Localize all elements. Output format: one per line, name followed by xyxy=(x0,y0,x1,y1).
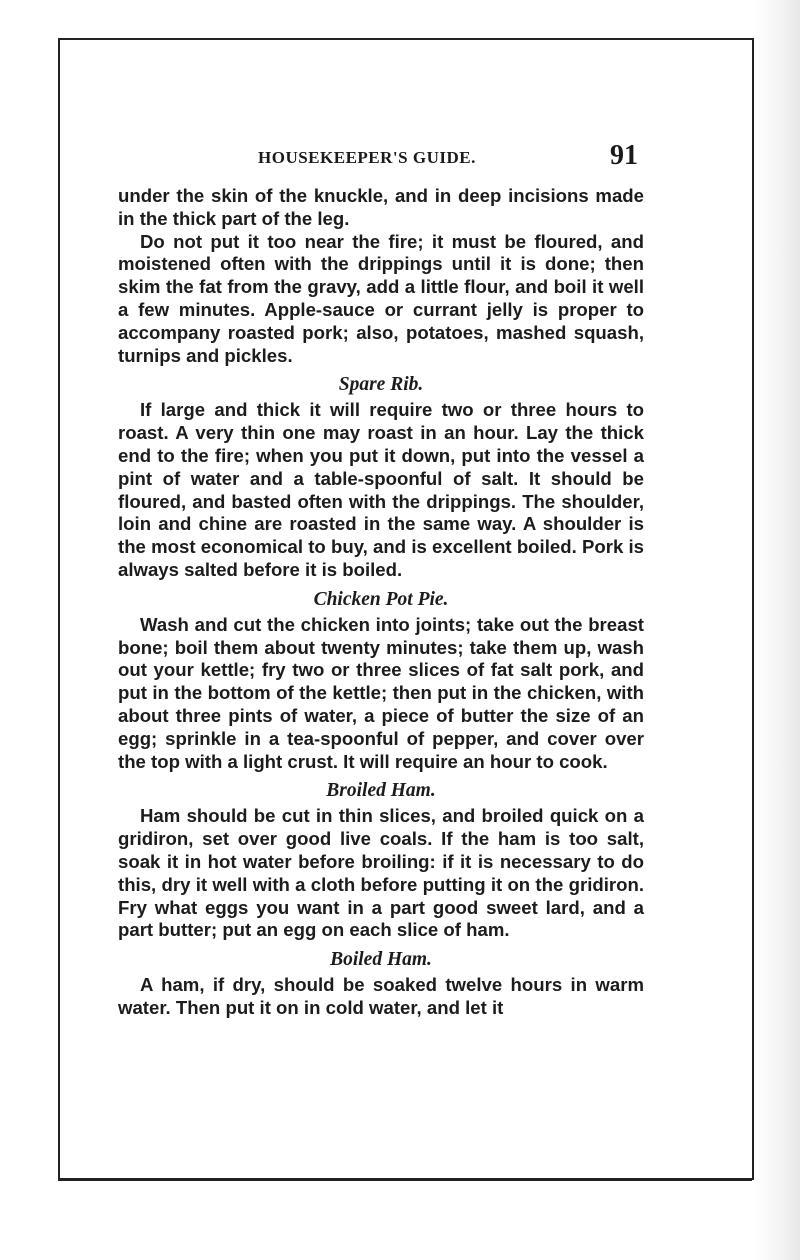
heading-chicken-pot-pie: Chicken Pot Pie. xyxy=(313,588,449,610)
heading-boiled-ham: Boiled Ham. xyxy=(330,949,432,971)
paragraph-roast-pork: Do not put it too near the fire; it must be floured, and moistened often with the drippings until it is done; then skim the fat from the gravy, add a little flour, and boil it well a few minutes. Apple-sauce or currant jelly is proper to accompany roasted pork; also, potatoes, mashed squash, turnips and pickles. xyxy=(118,230,644,366)
page-border-bottom xyxy=(58,1178,752,1181)
paragraph-spare-rib: If large and thick it will require two or three hours to roast. A very thin one may roast in an hour. Lay the thick end to the fire; when you put it down, put into the vessel a pint of water and a table-spoonful of salt. It should be floured, and basted often with the drippings. The shoulder, loin and chine are roasted in the same way. A shoulder is the most economical to buy, and is excellent boiled. Pork is always salted before it is boiled. xyxy=(118,399,644,580)
page-border-top xyxy=(58,38,752,40)
paragraph-broiled-ham: Ham should be cut in thin slices, and broiled quick on a gridiron, set over good live coals. If the ham is too salt, soak it in hot water before broiling: if it is necessary to do this, dry it well with a cloth before putting it on the gridiron. Fry what eggs you want in a part good sweet lard, and a part butter; put an egg on each slice of ham. xyxy=(118,805,644,941)
paragraph-chicken-pot-pie: Wash and cut the chicken into joints; take out the breast bone; boil them about twenty minutes; take them up, wash out your kettle; fry two or three slices of fat salt pork, and put in the bottom of the kettle; then put in the chicken, with about three pints of water, a piece of butter the size of an egg; sprinkle in a tea-spoonful of pepper, and cover over the top with a light crust. It will require an hour to cook. xyxy=(118,613,644,772)
running-head: HOUSEKEEPER'S GUIDE. xyxy=(258,148,476,167)
text-column xyxy=(118,185,644,1020)
paragraph-continued: under the skin of the knuckle, and in deep incisions made in the thick part of the leg. xyxy=(118,185,644,229)
paragraph-boiled-ham: A ham, if dry, should be soaked twelve hours in warm water. Then put it on in cold water, and let it xyxy=(118,974,644,1018)
heading-broiled-ham: Broiled Ham. xyxy=(326,780,436,802)
heading-spare-rib: Spare Rib. xyxy=(338,374,424,396)
page-gutter-shadow xyxy=(754,0,800,1260)
page-number: 91 xyxy=(610,140,638,171)
